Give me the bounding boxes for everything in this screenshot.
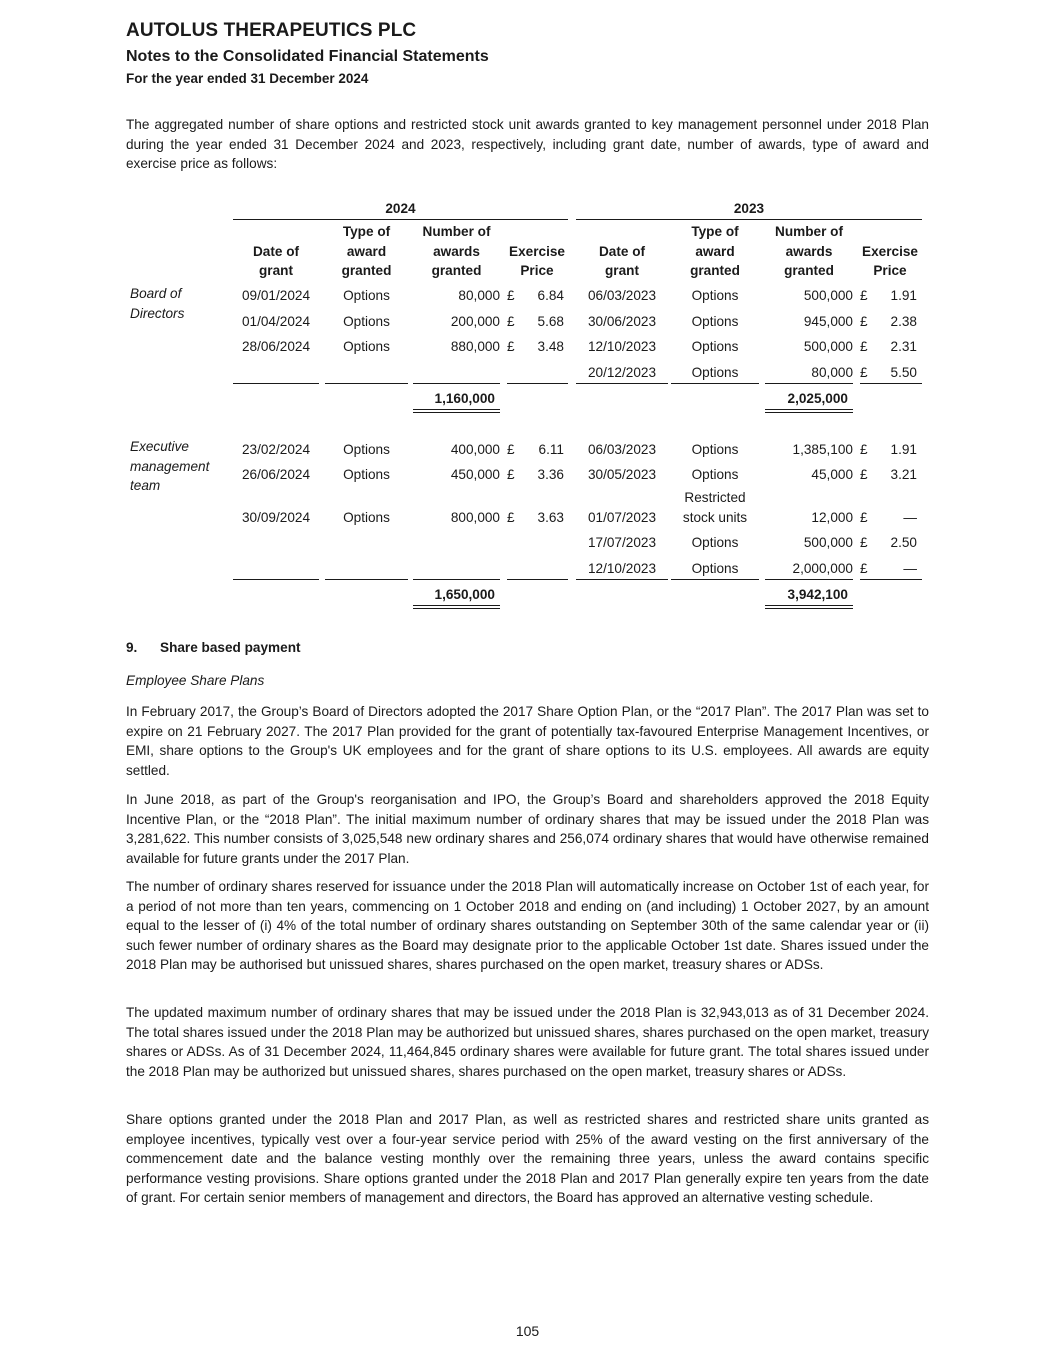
award-type: Options	[691, 365, 739, 380]
grant-date: 17/07/2023	[587, 535, 657, 550]
column-rule	[765, 383, 853, 384]
exercise-price: 2.31	[890, 339, 917, 354]
column-rule	[860, 579, 922, 580]
awards-number: 80,000	[811, 365, 853, 380]
awards-number: 2,000,000	[792, 561, 853, 576]
grant-date: 26/06/2024	[241, 467, 311, 482]
currency-symbol: £	[860, 339, 868, 354]
awards-number: 500,000	[803, 339, 853, 354]
column-header-number-of-awards: granted	[431, 263, 482, 278]
column-header-exercise-price: Exercise	[509, 243, 565, 259]
column-header-exercise-price: Price	[520, 263, 554, 278]
awards-number: 800,000	[450, 510, 500, 525]
awards-number: 880,000	[450, 339, 500, 354]
award-type: Options	[691, 288, 739, 303]
grant-date: 12/10/2023	[587, 339, 657, 354]
exercise-price: 5.68	[537, 314, 564, 329]
exercise-price: 2.50	[890, 535, 917, 550]
exercise-price: 3.21	[890, 467, 917, 482]
column-header-type-of-award: granted	[690, 263, 740, 278]
column-rule	[413, 383, 500, 384]
award-type: Options	[343, 510, 390, 525]
column-rule	[576, 579, 668, 580]
column-header-number-of-awards: Number of	[422, 224, 491, 239]
grant-date: 01/07/2023	[587, 510, 657, 525]
paragraph: Share options granted under the 2018 Plan and 2017 Plan, as well as restricted shares and restricted share units granted as employee incentives, typically vest over a four-year service period with 25% of the award vesting on the first anniversary of the commencement date and the balance vesting monthly over the remaining three years, unless the award contains specific performance vesting provisions. Share options granted under the 2018 Plan and 2017 Plan generally expire ten years from the date of grant. For certain senior members of management and directors, the Board has approved an alternative vesting schedule.	[126, 1112, 929, 1205]
award-type: Restricted stock units	[682, 490, 748, 525]
column-rule	[860, 383, 922, 384]
column-header-date-of-grant: grant	[259, 263, 293, 278]
document-subtitle: Notes to the Consolidated Financial Statements	[126, 48, 489, 65]
column-rule	[671, 579, 759, 580]
column-header-exercise-price: Price	[873, 263, 907, 278]
awards-number: 500,000	[803, 535, 853, 550]
awards-number: 1,385,100	[792, 442, 853, 457]
awards-table	[0, 0, 1055, 640]
column-header-date-of-grant: grant	[605, 263, 639, 278]
currency-symbol: £	[860, 365, 868, 380]
currency-symbol: £	[860, 535, 868, 550]
paragraph: The number of ordinary shares reserved for issuance under the 2018 Plan will automatically increase on October 1st of each year, for a period of not more than ten years, commencing on 1 October 2018 and ending on (and including) 1 October 2027, by an amount equal to the lesser of (i) 4% of the total number of ordinary shares outstanding on September 30th of the same calendar year or (ii) such fewer number of ordinary shares as the Board may designate prior to the applicable October 1st date. Shares issued under the 2018 Plan may be authorised but unissued shares, shares purchased on the open market, treasury shares or ADSs.	[126, 879, 929, 972]
year-header-2024: 2024	[385, 201, 416, 216]
exercise-price: 2.38	[890, 314, 917, 329]
exercise-price: 3.48	[537, 339, 564, 354]
awards-number: 45,000	[811, 467, 853, 482]
awards-number: 500,000	[803, 288, 853, 303]
section-subheading: Employee Share Plans	[126, 673, 265, 688]
column-header-number-of-awards: granted	[784, 263, 834, 278]
total-2023: 3,942,100	[787, 587, 848, 602]
currency-symbol: £	[860, 561, 868, 576]
section-heading	[126, 640, 301, 655]
exercise-price: 6.11	[538, 442, 564, 457]
column-rule	[671, 383, 759, 384]
currency-symbol: £	[507, 314, 515, 329]
award-type: Options	[343, 314, 390, 329]
exercise-price: 1.91	[890, 288, 917, 303]
exercise-price: —	[903, 510, 917, 525]
year-rule-2023	[576, 219, 922, 220]
grant-date: 23/02/2024	[241, 442, 311, 457]
paragraph: In February 2017, the Group’s Board of Directors adopted the 2017 Share Option Plan, or the “2017 Plan”. The 2017 Plan was set to expire on 21 February 2027. The 2017 Plan provided for the grant of potentially tax-favoured Enterprise Management Incentives, or EMI, share options to the Group's UK employees and for the grant of share options to its U.S. employees. All awards are equity settled.	[126, 704, 929, 778]
column-header-number-of-awards: Number of	[775, 224, 843, 239]
grant-date: 09/01/2024	[241, 288, 311, 303]
grant-date: 01/04/2024	[241, 314, 311, 329]
year-rule-2024	[233, 219, 568, 220]
award-type: Options	[691, 467, 739, 482]
group-label: Board of Directors	[130, 286, 185, 321]
grant-date: 30/09/2024	[241, 510, 311, 525]
column-rule	[325, 579, 408, 580]
column-header-type-of-award: granted	[341, 263, 392, 278]
year-header-2023: 2023	[733, 201, 765, 216]
column-header-type-of-award: Type of	[691, 224, 739, 239]
currency-symbol: £	[860, 442, 868, 457]
grant-date: 30/05/2023	[587, 467, 657, 482]
column-header-exercise-price: Exercise	[862, 243, 918, 259]
column-rule	[413, 579, 500, 580]
column-rule	[233, 579, 319, 580]
awards-number: 12,000	[811, 510, 853, 525]
exercise-price: 6.84	[537, 288, 564, 303]
column-rule	[325, 383, 408, 384]
currency-symbol: £	[860, 467, 868, 482]
grant-date: 06/03/2023	[587, 442, 657, 457]
exercise-price: 1.91	[890, 442, 917, 457]
award-type: Options	[691, 442, 739, 457]
currency-symbol: £	[860, 510, 868, 525]
exercise-price: 3.63	[537, 510, 564, 525]
paragraph: The updated maximum number of ordinary shares that may be issued under the 2018 Plan is 32,943,013 as of 31 December 2024. The total shares issued under the 2018 Plan may be authorized but unissued shares, shares purchased on the open market, treasury shares or ADSs. As of 31 December 2024, 11,464,845 ordinary shares were available for future grant. The total shares issued under the 2018 Plan may be authorized but unissued shares, shares purchased on the open market, treasury shares or ADSs.	[126, 1005, 929, 1079]
column-header-date-of-grant: Date of	[252, 243, 300, 259]
grant-date: 30/06/2023	[587, 314, 657, 329]
total-double-rule	[413, 605, 500, 609]
column-rule	[576, 383, 668, 384]
document-period: For the year ended 31 December 2024	[126, 71, 369, 86]
currency-symbol: £	[507, 339, 515, 354]
section-number: 9.	[126, 640, 138, 655]
column-rule	[765, 579, 853, 580]
group-label: Executive management team	[130, 439, 210, 493]
award-type: Options	[691, 535, 739, 550]
column-header-number-of-awards: awards	[785, 243, 833, 259]
total-double-rule	[765, 409, 853, 413]
award-type: Options	[343, 467, 390, 482]
award-type: Options	[691, 561, 739, 576]
page-number: 105	[515, 1323, 540, 1339]
column-header-type-of-award: award	[346, 243, 387, 259]
awards-number: 200,000	[450, 314, 500, 329]
awards-number: 80,000	[458, 288, 500, 303]
exercise-price: —	[903, 561, 917, 576]
grant-date: 06/03/2023	[587, 288, 657, 303]
grant-date: 12/10/2023	[587, 561, 657, 576]
grant-date: 28/06/2024	[241, 339, 311, 354]
total-2024: 1,650,000	[434, 587, 495, 602]
column-header-type-of-award: award	[695, 243, 735, 259]
currency-symbol: £	[507, 510, 515, 525]
column-rule	[507, 579, 568, 580]
award-type: Options	[343, 442, 390, 457]
column-header-date-of-grant: Date of	[598, 243, 646, 259]
award-type: Options	[343, 339, 390, 354]
grant-date: 20/12/2023	[587, 365, 657, 380]
total-double-rule	[413, 409, 500, 413]
currency-symbol: £	[507, 442, 515, 457]
column-header-number-of-awards: awards	[433, 243, 480, 259]
exercise-price: 5.50	[890, 365, 917, 380]
company-name: AUTOLUS THERAPEUTICS PLC	[126, 20, 417, 41]
currency-symbol: £	[860, 314, 868, 329]
currency-symbol: £	[507, 288, 515, 303]
column-rule	[507, 383, 568, 384]
award-type: Options	[691, 314, 739, 329]
paragraph: In June 2018, as part of the Group's reorganisation and IPO, the Group’s Board and shareholders approved the 2018 Equity Incentive Plan, or the “2018 Plan”. The initial maximum number of ordinary shares that may be issued under the 2018 Plan was 3,281,622. This number consists of 3,025,548 new ordinary shares and 256,074 ordinary shares that would have otherwise remained available for future grants under the 2017 Plan.	[126, 792, 929, 866]
award-type: Options	[691, 339, 739, 354]
total-2023: 2,025,000	[787, 391, 848, 406]
intro-paragraph: The aggregated number of share options and restricted stock unit awards granted to key management personnel under 2018 Plan during the year ended 31 December 2024 and 2023, respectively, including grant date, number of awards, type of award and exercise price as follows:	[126, 117, 929, 171]
awards-number: 945,000	[803, 314, 853, 329]
awards-number: 400,000	[450, 442, 500, 457]
section-title: Share based payment	[160, 640, 301, 655]
column-rule	[233, 383, 319, 384]
column-header-type-of-award: Type of	[342, 224, 391, 239]
award-type: Options	[343, 288, 390, 303]
currency-symbol: £	[860, 288, 868, 303]
total-double-rule	[765, 605, 853, 609]
awards-number: 450,000	[450, 467, 500, 482]
total-2024: 1,160,000	[434, 391, 495, 406]
exercise-price: 3.36	[537, 467, 564, 482]
currency-symbol: £	[507, 467, 515, 482]
